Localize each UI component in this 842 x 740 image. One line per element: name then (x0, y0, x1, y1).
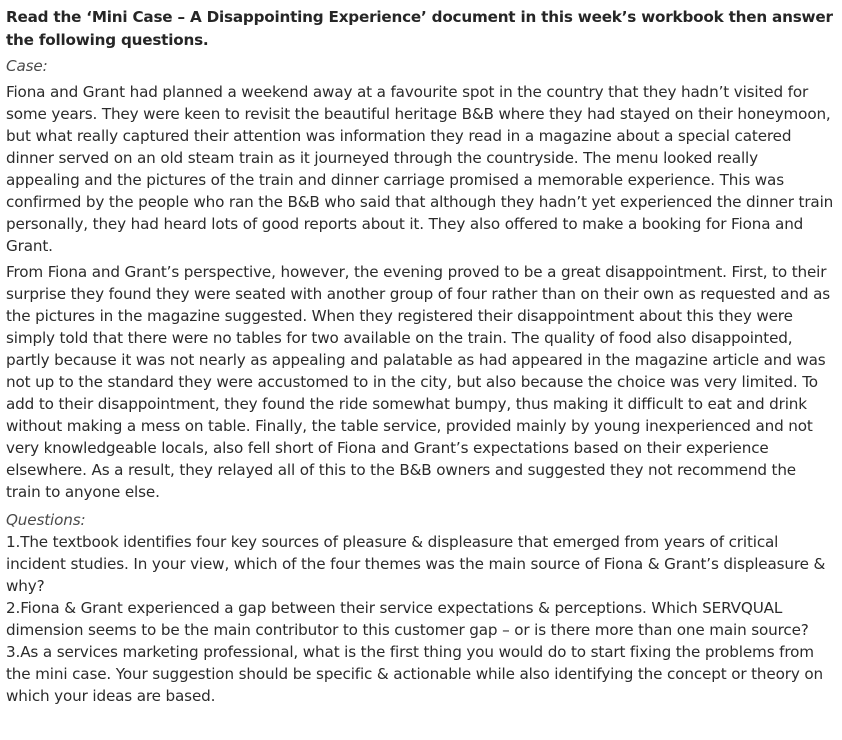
question-item: 2.Fiona & Grant experienced a gap between their service expectations & perceptions. Which SERVQUAL dimension seems to be the main contributor to this customer gap – or is there more than one main source? (6, 599, 809, 639)
case-paragraph: Fiona and Grant had planned a weekend away at a favourite spot in the country that they hadn’t visited for some years. They were keen to revisit the beautiful heritage B&B where they had stayed on their honeymoon, but what really captured their attention was information they read in a magazine about a special catered dinner served on an old steam train as it journeyed through the countryside. The menu looked really appealing and the pictures of the train and dinner carriage promised a memorable experience. This was confirmed by the people who ran the B&B who said that although they hadn’t yet experienced the dinner train personally, they had heard lots of good reports about it. They also offered to make a booking for Fiona and Grant. (6, 83, 834, 255)
question-list (6, 531, 834, 707)
questions-label: Questions: (6, 511, 86, 529)
instruction-heading: Read the ‘Mini Case – A Disappointing Experience’ document in this week’s workbook then answer the following questions. (6, 8, 833, 49)
case-paragraph: From Fiona and Grant’s perspective, however, the evening proved to be a great disappointment. First, to their surprise they found they were seated with another group of four rather than on their own as requested and as the pictures in the magazine suggested. When they registered their disappointment about this they were simply told that there were no tables for two available on the train. The quality of food also disappointed, partly because it was not nearly as appealing and palatable as had appeared in the magazine article and was not up to the standard they were accustomed to in the city, but also because the choice was very limited. To add to their disappointment, they found the ride somewhat bumpy, thus making it difficult to eat and drink without making a mess on table. Finally, the table service, provided mainly by young inexperienced and not very knowledgeable locals, also fell short of Fiona and Grant’s expectations based on their experience elsewhere. As a result, they relayed all of this to the B&B owners and suggested they not recommend the train to anyone else. (6, 263, 831, 501)
question-item: 3.As a services marketing professional, what is the first thing you would do to start fixing the problems from the mini case. Your suggestion should be specific & actionable while also identifying the concept or theory on which your ideas are based. (6, 643, 823, 705)
question-item: 1.The textbook identifies four key sources of pleasure & displeasure that emerged from years of critical incident studies. In your view, which of the four themes was the main source of Fiona & Grant’s displeasure & why? (6, 533, 826, 595)
case-label: Case: (6, 57, 48, 75)
